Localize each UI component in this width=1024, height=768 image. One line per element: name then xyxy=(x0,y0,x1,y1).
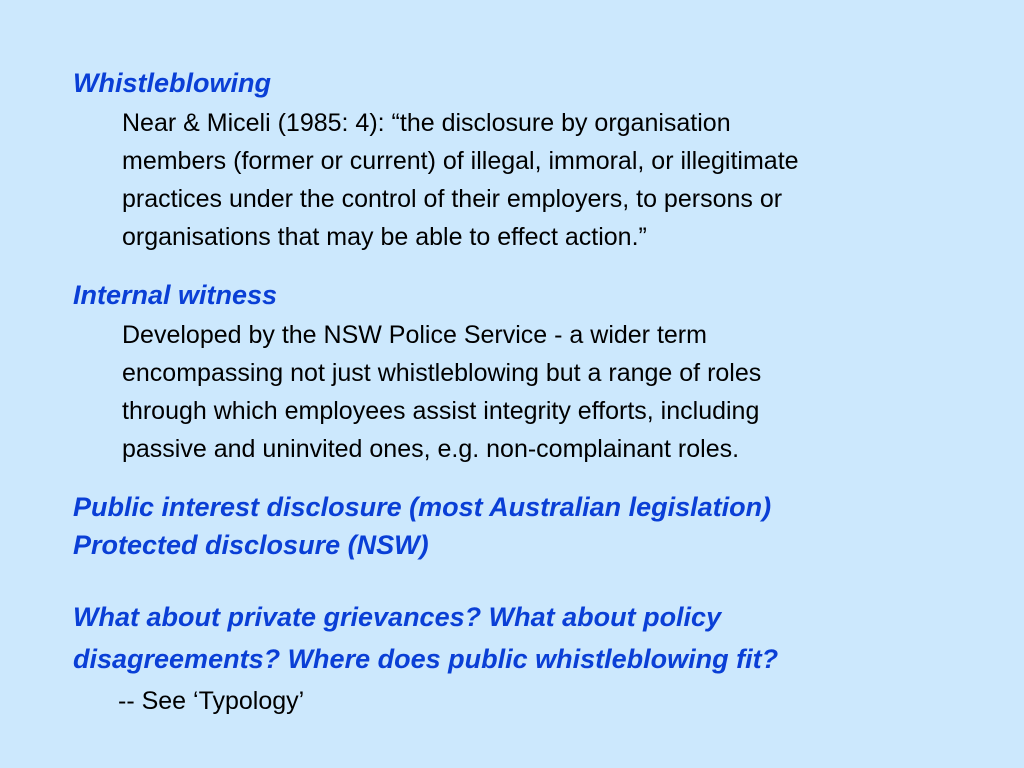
definition-line: Developed by the NSW Police Service - a wider term xyxy=(122,321,707,349)
disclosure-term: Public interest disclosure (most Australian legislation) xyxy=(73,492,772,522)
question-line: What about private grievances? What about policy xyxy=(73,602,722,632)
whistleblowing-definition xyxy=(122,104,799,256)
definition-line: members (former or current) of illegal, immoral, or illegitimate xyxy=(122,147,799,175)
disclosure-term: Protected disclosure (NSW) xyxy=(73,530,429,560)
heading-questions xyxy=(73,596,778,680)
question-line: disagreements? Where does public whistleblowing fit? xyxy=(73,644,779,674)
see-typology-note: -- See ‘Typology’ xyxy=(118,687,305,715)
internal-witness-definition xyxy=(122,316,761,468)
definition-line: passive and uninvited ones, e.g. non-complainant roles. xyxy=(122,435,740,463)
definition-line: through which employees assist integrity efforts, including xyxy=(122,397,760,425)
heading-whistleblowing: Whistleblowing xyxy=(73,68,271,98)
definition-line: practices under the control of their employers, to persons or xyxy=(122,185,783,213)
definition-line: organisations that may be able to effect action.” xyxy=(122,223,647,251)
definition-line: encompassing not just whistleblowing but a range of roles xyxy=(122,359,762,387)
definition-line: Near & Miceli (1985: 4): “the disclosure by organisation xyxy=(122,109,731,137)
heading-internal-witness: Internal witness xyxy=(73,280,278,310)
heading-disclosure-terms xyxy=(73,488,771,564)
